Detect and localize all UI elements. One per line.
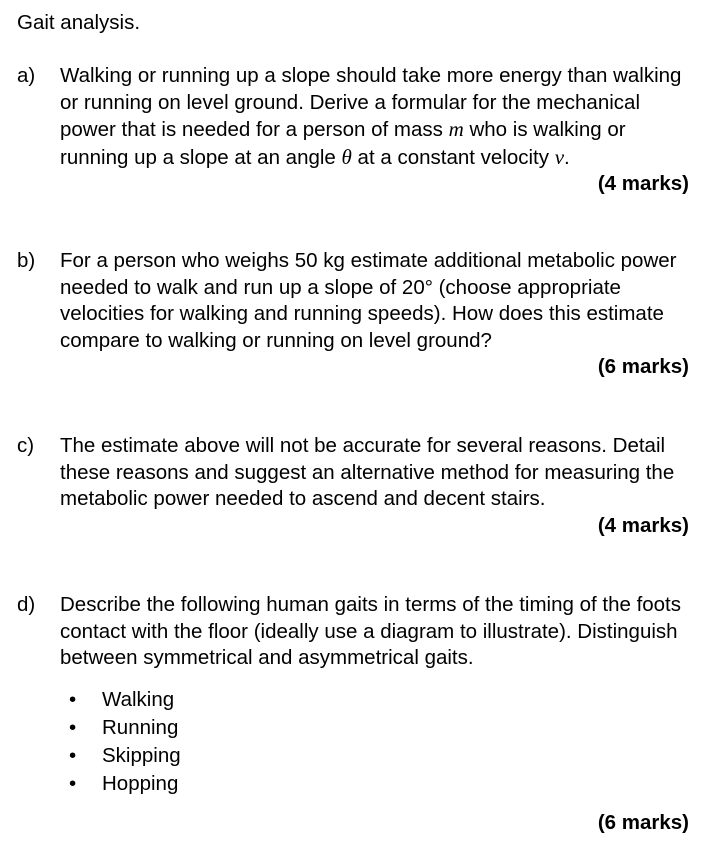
marks-label: (4 marks)	[597, 172, 689, 195]
question-text-part: Walking or running up a slope should take more energy than walking or running on level ground. Derive a formular for the mechanical power that is needed for a person of mass	[60, 64, 682, 141]
gait-label: Skipping	[102, 743, 181, 767]
gait-label: Walking	[102, 687, 175, 711]
question-a	[17, 63, 689, 198]
question-text-part: at a constant velocity	[351, 145, 555, 169]
variable-mass: m	[448, 117, 464, 141]
question-text-part: who is walking or running up a slope at an angle	[60, 118, 626, 169]
bullet-icon: •	[69, 771, 77, 795]
question-text: Describe the following human gaits in terms of the timing of the foots contact with the floor (ideally use a diagram to illustrate). Distinguish between symmetrical and asymmetrical gaits.	[60, 593, 682, 669]
gait-list	[17, 687, 689, 799]
bullet-icon: •	[69, 687, 77, 711]
gait-label: Running	[102, 715, 179, 739]
variable-velocity: v	[554, 144, 565, 169]
variable-angle: θ	[341, 144, 352, 169]
list-item	[17, 743, 689, 771]
question-c	[17, 433, 689, 539]
question-text	[60, 63, 689, 171]
marks-label: (6 marks)	[597, 355, 689, 378]
question-text-part: .	[564, 145, 570, 169]
question-d	[17, 592, 689, 836]
question-text: The estimate above will not be accurate for several reasons. Detail these reasons and suggest an alternative method for measuring the metabolic power needed to ascend and decent stairs.	[60, 434, 675, 510]
question-label: a)	[17, 64, 36, 87]
marks-label: (6 marks)	[597, 810, 689, 834]
bullet-icon: •	[69, 715, 77, 739]
question-label: c)	[17, 434, 35, 457]
page-title: Gait analysis.	[17, 11, 141, 34]
question-label: b)	[17, 249, 36, 272]
question-b	[17, 248, 689, 381]
question-label: d)	[17, 593, 36, 616]
bullet-icon: •	[69, 743, 77, 767]
gait-label: Hopping	[102, 771, 179, 795]
list-item	[17, 687, 689, 715]
list-item	[17, 715, 689, 743]
marks-label: (4 marks)	[597, 513, 689, 537]
list-item	[17, 771, 689, 799]
question-text: For a person who weighs 50 kg estimate additional metabolic power needed to walk and run up a slope of 20° (choose appropriate velocities for walking and running speeds). How does this estimate compare to walking or running on level ground?	[60, 249, 677, 352]
